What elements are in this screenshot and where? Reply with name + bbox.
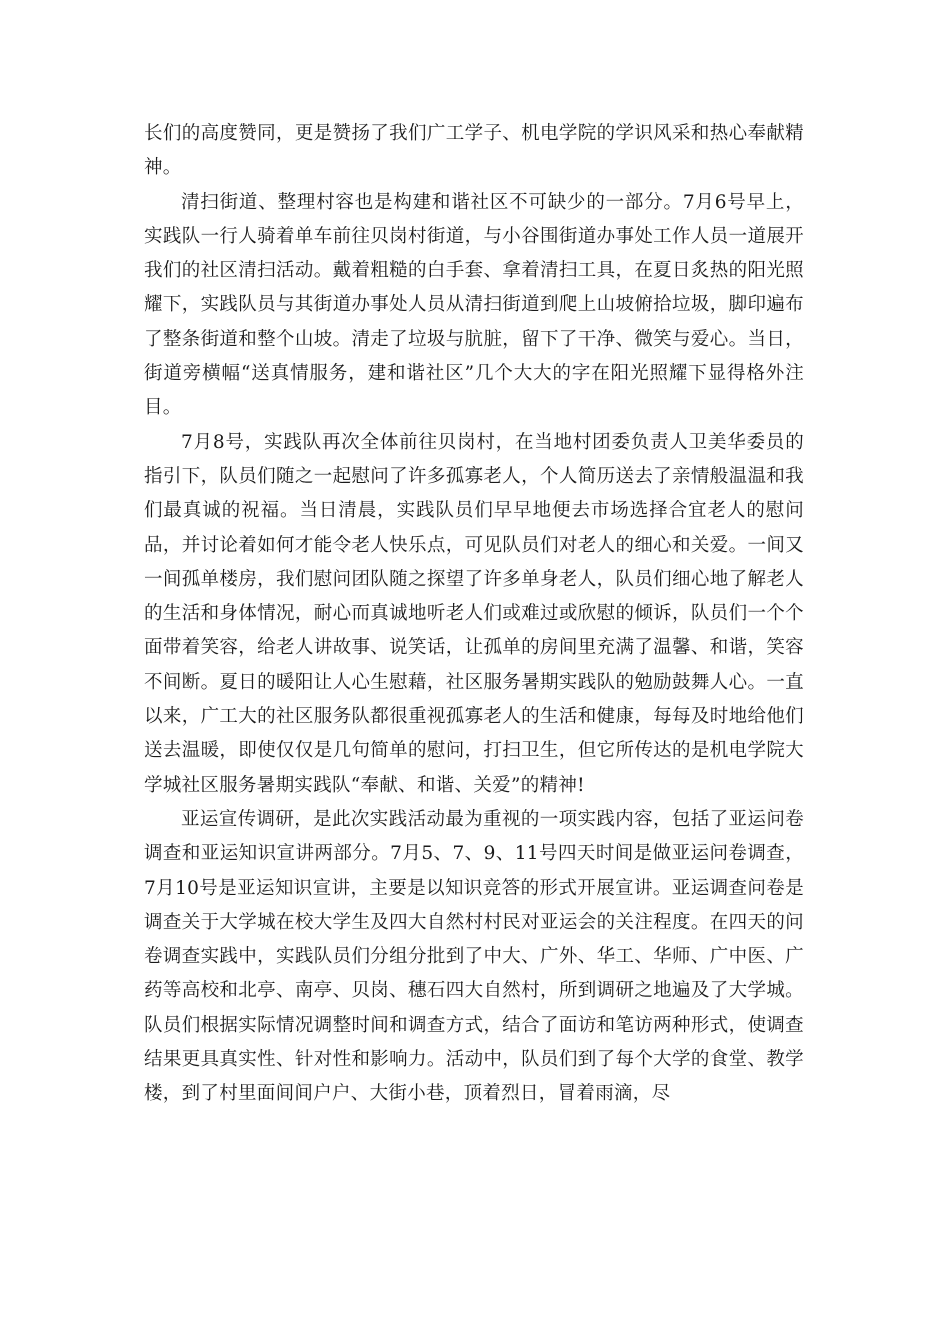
paragraph-elderly-visit: 7月8号，实践队再次全体前往贝岗村，在当地村团委负责人卫美华委员的指引下，队员们随之一起慰问了许多孤寡老人，个人简历送去了亲情般温温和我们最真诚的祝福。当日清晨，实践队员们早早地便去市场选择合宜老人的慰问品，并讨论着如何才能令老人快乐点，可见队员们对老人的细心和关爱。一间又一间孤单楼房，我们慰问团队随之探望了许多单身老人，队员们细心地了解老人的生活和身体情况，耐心而真诚地听老人们或难过或欣慰的倾诉，队员们一个个面带着笑容，给老人讲故事、说笑话，让孤单的房间里充满了温馨、和谐，笑容不间断。夏日的暖阳让人心生慰藉，社区服务暑期实践队的勉励鼓舞人心。一直以来，广工大的社区服务队都很重视孤寡老人的生活和健康，每每及时地给他们送去温暖，即使仅仅是几句简单的慰问，打扫卫生，但它所传达的是机电学院大学城社区服务暑期实践队“奉献、和谐、关爱”的精神! — [144, 431, 804, 796]
paragraph-street-cleaning: 清扫街道、整理村容也是构建和谐社区不可缺少的一部分。7月6号早上，实践队一行人骑着单车前往贝岗村街道，与小谷围街道办事处工作人员一道展开我们的社区清扫活动。戴着粗糙的白手套、拿着清扫工具，在夏日炙热的阳光照耀下，实践队员与其街道办事处人员从清扫街道到爬上山坡俯拾垃圾，脚印遍布了整条街道和整个山坡。清走了垃圾与肮脏，留下了干净、微笑与爱心。当日，街道旁横幅“送真情服务，建和谐社区”几个大大的字在阳光照耀下显得格外注目。 — [144, 191, 804, 419]
paragraph-asian-games-survey: 亚运宣传调研，是此次实践活动最为重视的一项实践内容，包括了亚运问卷调查和亚运知识宣讲两部分。7月5、7、9、11号四天时间是做亚运问卷调查，7月10号是亚运知识宣讲，主要是以知识竞答的形式开展宣讲。亚运调查问卷是调查关于大学城在校大学生及四大自然村村民对亚运会的关注程度。在四天的问卷调查实践中，实践队员们分组分批到了中大、广外、华工、华师、广中医、广药等高校和北亭、南亭、贝岗、穗石四大自然村，所到调研之地遍及了大学城。队员们根据实际情况调整时间和调查方式，结合了面访和笔访两种形式，使调查结果更具真实性、针对性和影响力。活动中，队员们到了每个大学的食堂、教学楼，到了村里面间间户户、大街小巷，顶着烈日，冒着雨滴，尽 — [144, 808, 804, 1105]
paragraph-continuation: 长们的高度赞同，更是赞扬了我们广工学子、机电学院的学识风采和热心奉献精神。 — [144, 123, 804, 179]
document-body — [144, 117, 804, 1112]
